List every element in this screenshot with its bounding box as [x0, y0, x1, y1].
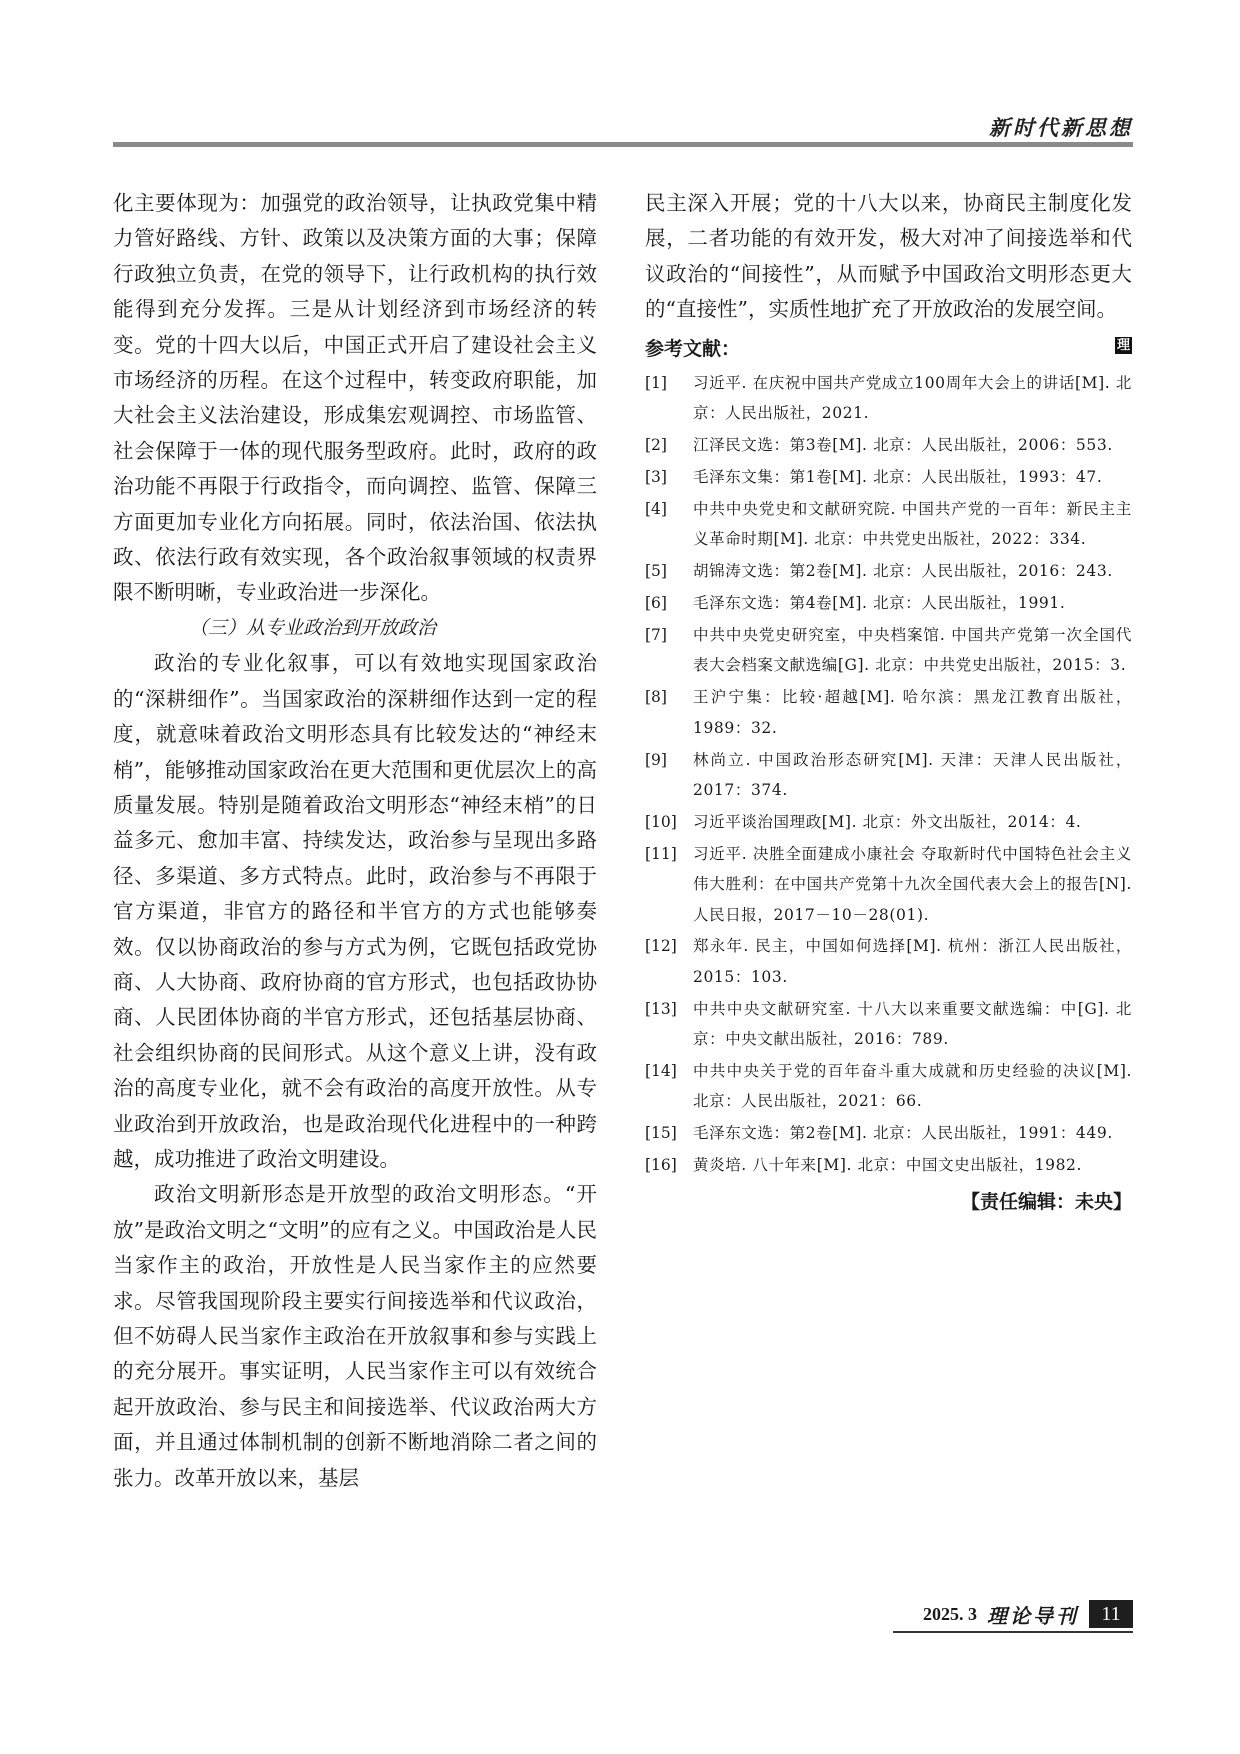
- reference-text: 习近平. 决胜全面建成小康社会 夺取新时代中国特色社会主义伟大胜利：在中国共产党第十九次全国代表大会上的报告[N]. 人民日报，2017－10－28(01).: [693, 844, 1132, 924]
- references-heading: 参考文献：: [645, 337, 741, 360]
- reference-item: [645, 462, 1132, 492]
- issue-date: 2025. 3: [923, 1603, 977, 1624]
- header-rule: [113, 142, 1133, 147]
- reference-number: [11]: [645, 844, 677, 863]
- reference-item: [645, 1056, 1132, 1117]
- right-column: [645, 186, 1132, 1220]
- reference-text: 江泽民文选：第3卷[M]. 北京：人民出版社，2006：553.: [693, 435, 1113, 454]
- reference-number: [3]: [645, 467, 667, 486]
- reference-text: 习近平. 在庆祝中国共产党成立100周年大会上的讲话[M]. 北京：人民出版社，2021.: [693, 373, 1132, 423]
- reference-item: [645, 839, 1132, 930]
- left-column: [113, 186, 597, 1496]
- footer-rule: [893, 1631, 1133, 1633]
- page-footer: [923, 1600, 1133, 1628]
- journal-logo: 理论导刊: [987, 1603, 1079, 1628]
- reference-item: [645, 807, 1132, 837]
- reference-number: [8]: [645, 688, 667, 707]
- reference-number: [16]: [645, 1156, 677, 1175]
- reference-item: [645, 588, 1132, 618]
- reference-number: [13]: [645, 999, 677, 1018]
- body-text: 民主深入开展；党的十八大以来，协商民主制度化发展，二者功能的有效开发，极大对冲了间接选举和代议政治的“间接性”，从而赋予中国政治文明形态更大的“直接性”，实质性地扩充了开放政治的发展空间。: [645, 191, 1132, 322]
- reference-text: 胡锦涛文选：第2卷[M]. 北京：人民出版社，2016：243.: [693, 562, 1113, 581]
- reference-number: [15]: [645, 1124, 677, 1143]
- section-title: 新时代新思想: [989, 116, 1133, 140]
- reference-text: 郑永年. 民主，中国如何选择[M]. 杭州：浙江人民出版社，2015：103.: [693, 937, 1132, 986]
- reference-item: [645, 556, 1132, 586]
- body-paragraph: 政治的专业化叙事，可以有效地实现国家政治的“深耕细作”。当国家政治的深耕细作达到一定的程度，就意味着政治文明形态具有比较发达的“神经末梢”，能够推动国家政治在更大范围和更优层次上的高质量发展。特别是随着政治文明形态“神经末梢”的日益多元、愈加丰富、持续发达，政治参与呈现出多路径、多渠道、多方式特点。此时，政治参与不再限于官方渠道，非官方的路径和半官方的方式也能够奏效。仅以协商政治的参与方式为例，它既包括政党协商、人大协商、政府协商的官方形式，也包括政协协商、人民团体协商的半官方形式，还包括基层协商、社会组织协商的民间形式。从这个意义上讲，没有政治的高度专业化，就不会有政治的高度开放性。从专业政治到开放政治，也是政治现代化进程中的一种跨越，成功推进了政治文明建设。: [113, 651, 597, 1171]
- body-paragraph: 政治文明新形态是开放型的政治文明形态。“开放”是政治文明之“文明”的应有之义。中国政治是人民当家作主的政治，开放性是人民当家作主的应然要求。尽管我国现阶段主要实行间接选举和代议政治，但不妨碍人民当家作主政治在开放叙事和参与实践上的充分展开。事实证明，人民当家作主可以有效统合起开放政治、参与民主和间接选举、代议政治两大方面，并且通过体制机制的创新不断地消除二者之间的张力。改革开放以来，基层: [113, 1182, 597, 1490]
- reference-item: [645, 494, 1132, 555]
- reference-text: 毛泽东文选：第2卷[M]. 北京：人民出版社，1991：449.: [693, 1124, 1113, 1143]
- reference-item: [645, 620, 1132, 681]
- reference-item: [645, 368, 1132, 429]
- reference-number: [6]: [645, 593, 667, 612]
- reference-item: [645, 745, 1132, 806]
- reference-text: 毛泽东文集：第1卷[M]. 北京：人民出版社，1993：47.: [693, 467, 1103, 486]
- reference-text: 中共中央党史和文献研究院. 中国共产党的一百年：新民主主义革命时期[M]. 北京：中共党史出版社，2022：334.: [693, 499, 1132, 549]
- reference-number: [2]: [645, 435, 667, 454]
- reference-text: 王沪宁集：比较·超越[M]. 哈尔滨：黑龙江教育出版社，1989：32.: [693, 688, 1132, 737]
- reference-text: 林尚立. 中国政治形态研究[M]. 天津：天津人民出版社，2017：374.: [693, 750, 1132, 799]
- reference-item: [645, 994, 1132, 1055]
- reference-number: [14]: [645, 1062, 677, 1081]
- reference-text: 黄炎培. 八十年来[M]. 北京：中国文史出版社，1982.: [693, 1156, 1083, 1175]
- reference-item: [645, 430, 1132, 460]
- reference-text: 中共中央党史研究室，中央档案馆. 中国共产党第一次全国代表大会档案文献选编[G]. 北京：中共党史出版社，2015：3.: [693, 625, 1132, 675]
- article-end-icon: 理: [1116, 337, 1130, 353]
- reference-item: [645, 1150, 1132, 1180]
- reference-text: 习近平谈治国理政[M]. 北京：外文出版社，2014：4.: [693, 812, 1082, 831]
- reference-item: [645, 682, 1132, 743]
- reference-number: [4]: [645, 499, 667, 518]
- reference-list: [645, 368, 1132, 1181]
- reference-text: 中共中央关于党的百年奋斗重大成就和历史经验的决议[M]. 北京：人民出版社，2021：66.: [693, 1062, 1132, 1111]
- reference-item: [645, 1118, 1132, 1148]
- reference-item: [645, 931, 1132, 992]
- responsible-editor: 【责任编辑：未央】: [960, 1190, 1132, 1213]
- reference-text: 中共中央文献研究室. 十八大以来重要文献选编：中[G]. 北京：中央文献出版社，2016：789.: [693, 999, 1132, 1049]
- reference-number: [1]: [645, 373, 667, 392]
- reference-number: [5]: [645, 562, 667, 581]
- page-number: 11: [1089, 1600, 1133, 1628]
- reference-text: 毛泽东文选：第4卷[M]. 北京：人民出版社，1991.: [693, 593, 1066, 612]
- subsection-heading: （三）从专业政治到开放政治: [189, 616, 437, 639]
- reference-number: [10]: [645, 812, 677, 831]
- reference-number: [7]: [645, 625, 667, 644]
- reference-number: [9]: [645, 750, 667, 769]
- reference-number: [12]: [645, 937, 677, 956]
- body-paragraph: 化主要体现为：加强党的政治领导，让执政党集中精力管好路线、方针、政策以及决策方面的大事；保障行政独立负责，在党的领导下，让行政机构的执行效能得到充分发挥。三是从计划经济到市场经济的转变。党的十四大以后，中国正式开启了建设社会主义市场经济的历程。在这个过程中，转变政府职能，加大社会主义法治建设，形成集宏观调控、市场监管、社会保障于一体的现代服务型政府。此时，政府的政治功能不再限于行政指令，而向调控、监管、保障三方面更加专业化方向拓展。同时，依法治国、依法执政、依法行政有效实现，各个政治叙事领域的权责界限不断明晰，专业政治进一步深化。: [113, 191, 597, 605]
